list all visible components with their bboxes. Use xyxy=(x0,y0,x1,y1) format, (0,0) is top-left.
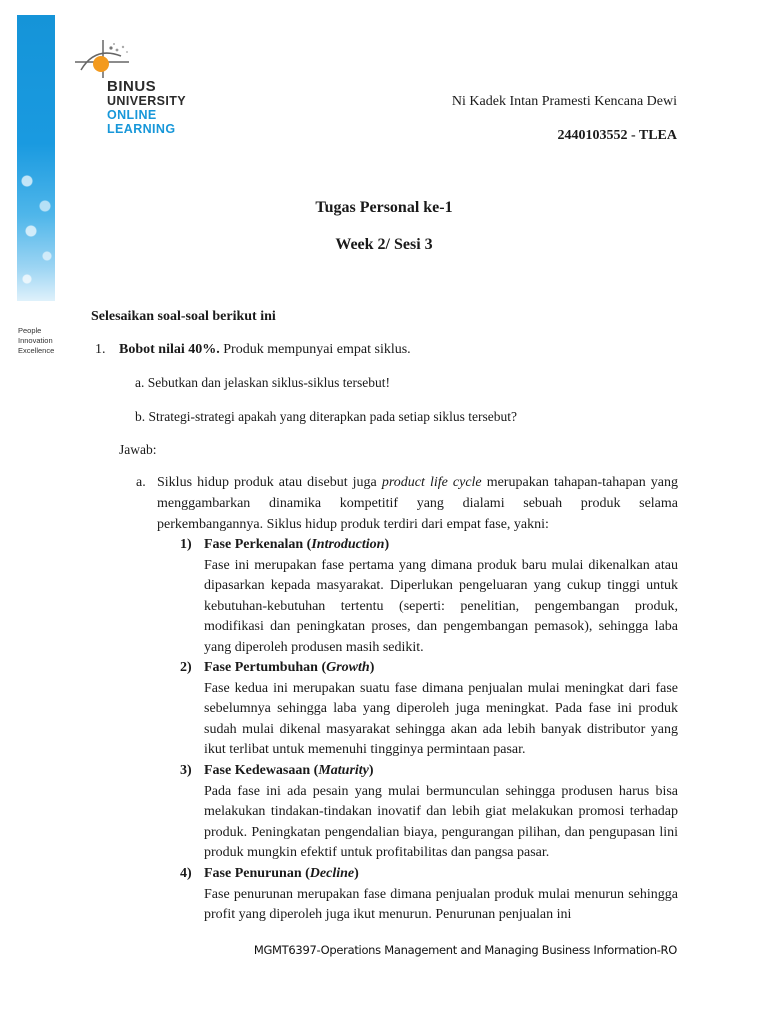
tagline xyxy=(18,326,54,356)
phase-close: ) xyxy=(384,537,390,552)
phase-close: ) xyxy=(369,660,375,675)
answer-intro-term: product life cycle xyxy=(381,475,482,490)
phase-number: 1) xyxy=(180,537,192,552)
instruction-heading: Selesaikan soal-soal berikut ini xyxy=(91,309,276,324)
phase-close: ) xyxy=(368,763,374,778)
phase-title: Fase Pertumbuhan ( xyxy=(204,660,327,675)
tagline-innovation: Innovation xyxy=(18,336,53,345)
phase-heading xyxy=(204,761,678,782)
answer-a xyxy=(136,472,678,535)
phase-decline xyxy=(180,864,678,926)
phase-growth xyxy=(180,658,678,761)
question-1 xyxy=(95,342,411,358)
document-title: Tugas Personal ke-1 xyxy=(315,199,453,216)
phase-number: 3) xyxy=(180,763,192,778)
phase-title: Fase Perkenalan ( xyxy=(204,537,312,552)
question-text: Produk mempunyai empat siklus. xyxy=(219,342,411,357)
answer-intro-part2: merupakan tahapan-tahapan yang menggambarkan dinamika kompetitif yang dialami sebuah produk selama perkembangannya. Siklus hidup produk terdiri dari empat fase, yakni: xyxy=(157,475,678,532)
logo-line-online: ONLINE xyxy=(107,108,157,122)
phase-heading xyxy=(204,535,678,556)
question-sub-b: b. Strategi-strategi apakah yang diterapkan pada setiap siklus tersebut? xyxy=(135,409,517,424)
question-number: 1. xyxy=(95,342,106,357)
phase-maturity xyxy=(180,761,678,864)
phase-title: Fase Penurunan ( xyxy=(204,866,310,881)
answer-label: Jawab: xyxy=(119,442,157,457)
phase-heading xyxy=(204,864,678,885)
phase-text: Fase ini merupakan fase pertama yang dimana produk baru mulai dikenalkan atau dipasarkan kepada masyarakat. Diperlukan pengeluaran yang cukup tinggi untuk kebutuhan-kebutuhan tertentu (seperti: penelitian, pengembangan produk, modifikasi dan peningkatan proses, dan pengembangan pemasok), sehingga laba yang diperoleh produsen masih sedikit. xyxy=(204,557,678,655)
phase-term: Maturity xyxy=(318,763,369,778)
phase-term: Introduction xyxy=(311,537,385,552)
question-weight: Bobot nilai 40%. xyxy=(119,342,220,357)
answer-marker: a. xyxy=(136,475,146,490)
phase-term: Decline xyxy=(309,866,355,881)
phase-title: Fase Kedewasaan ( xyxy=(204,763,319,778)
page-footer: MGMT6397-Operations Management and Managing Business Information-RO xyxy=(253,943,677,957)
logo-wordmark xyxy=(107,80,186,136)
side-decorative-band xyxy=(17,15,55,301)
band-pattern xyxy=(17,161,55,301)
student-id: 2440103552 - TLEA xyxy=(557,128,677,143)
binus-logo xyxy=(73,38,223,148)
phase-close: ) xyxy=(354,866,359,881)
answer-intro-part1: Siklus hidup produk atau disebut juga xyxy=(157,475,382,490)
logo-line-learning: LEARNING xyxy=(107,122,176,136)
logo-line-binus: BINUS xyxy=(107,78,157,95)
phase-text: Fase penurunan merupakan fase dimana penjualan produk mulai menurun sehingga profit yang diperoleh juga ikut menurun. Penurunan penjualan ini xyxy=(204,886,678,922)
answer-intro xyxy=(157,472,678,535)
document-subtitle: Week 2/ Sesi 3 xyxy=(335,236,433,253)
phase-number: 2) xyxy=(180,660,192,675)
phase-introduction xyxy=(180,535,678,658)
tagline-excellence: Excellence xyxy=(18,346,55,355)
question-sub-a: a. Sebutkan dan jelaskan siklus-siklus tersebut! xyxy=(135,375,390,390)
phase-text: Fase kedua ini merupakan suatu fase dimana penjualan mulai meningkat dari fase sebelumnya sehingga laba yang diperoleh juga meningkat. Pada fase ini produk sudah mulai dikenal masyarakat sehingga akan ada lebih banyak distributor yang ikut terlibat untuk memenuhi tingginya permintaan pasar. xyxy=(204,680,678,757)
logo-line-university: UNIVERSITY xyxy=(107,94,187,108)
phase-heading xyxy=(204,658,678,679)
tagline-people: People xyxy=(18,326,42,335)
phase-term: Growth xyxy=(326,660,370,675)
phase-number: 4) xyxy=(180,866,192,881)
phase-text: Pada fase ini ada pesain yang mulai bermunculan sehingga produsen harus bisa melakukan tindakan-tindakan inovatif dan lebih giat melakukan promosi terhadap produk. Peningkatan pengendalian biaya, pengurangan pilihan, dan pengupasan lini produk mungkin efektif untuk profitabilitas dan pangsa pasar. xyxy=(204,783,678,860)
binus-logo-mark-icon xyxy=(73,38,133,83)
student-name: Ni Kadek Intan Pramesti Kencana Dewi xyxy=(451,94,677,109)
